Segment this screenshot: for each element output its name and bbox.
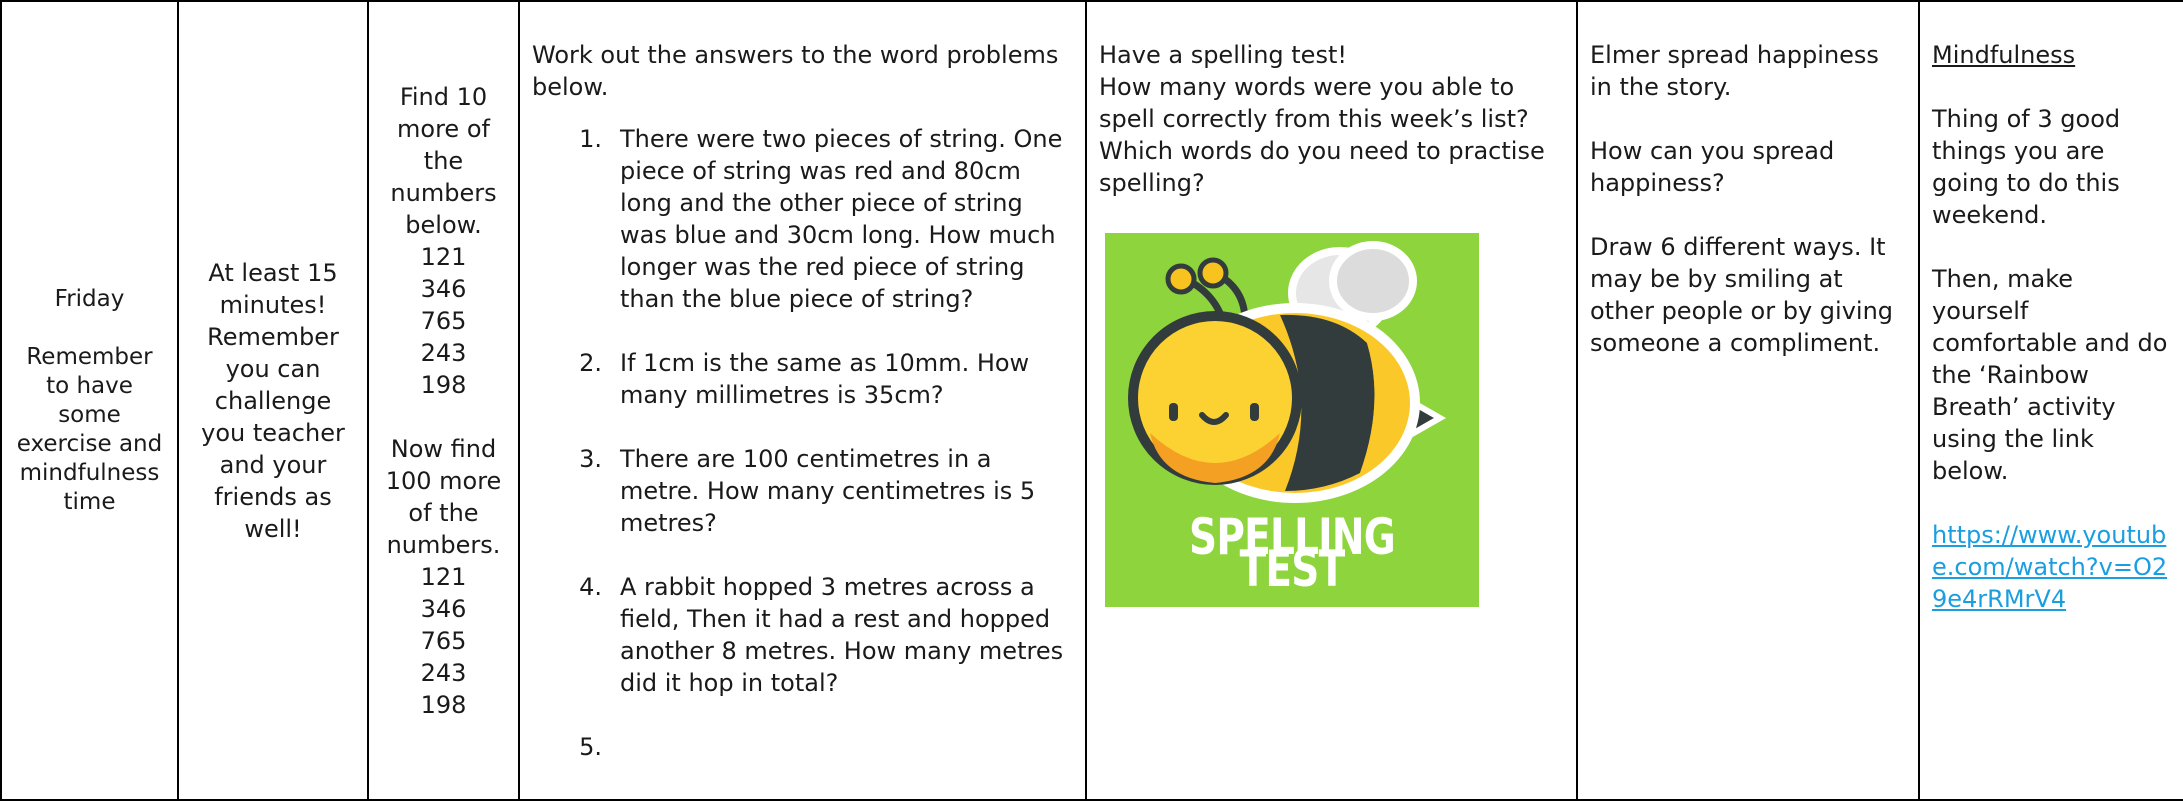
number-b-4: 243 — [420, 658, 467, 687]
numbers-intro-2: Now find 100 more of the numbers. — [385, 434, 502, 559]
word-problem — [532, 571, 1073, 699]
number-b-3: 765 — [420, 626, 467, 655]
elmer-text-1: Elmer spread happiness in the story. — [1590, 41, 1879, 101]
problem-text: There are 100 centimetres in a metre. How many centimetres is 5 metres? — [620, 445, 1036, 537]
number-a-3: 765 — [420, 306, 467, 335]
number-a-1: 121 — [420, 242, 467, 271]
problem-text: If 1cm is the same as 10mm. How many millimetres is 35cm? — [620, 349, 1030, 409]
problem-number: 1. — [579, 125, 602, 153]
elmer-question: How can you spread happiness? — [1590, 137, 1835, 197]
problem-number: 5. — [579, 733, 602, 761]
number-a-5: 198 — [420, 370, 467, 399]
numbers-cell — [368, 1, 519, 800]
maths-intro: Work out the answers to the word problems below. — [532, 41, 1059, 101]
mindfulness-cell — [1919, 1, 2183, 800]
problem-number: 4. — [579, 573, 602, 601]
spelling-test-image — [1105, 233, 1479, 607]
word-problem — [532, 123, 1073, 315]
problem-text: There were two pieces of string. One piece of string was red and 80cm long and the other piece of string was blue and 30cm long. How much longer was the red piece of string than the blue piece of string? — [620, 125, 1063, 313]
mindfulness-heading: Mindfulness — [1932, 41, 2076, 69]
word-problem — [532, 443, 1073, 539]
spelling-title: Have a spelling test! — [1099, 41, 1347, 69]
problem-number: 2. — [579, 349, 602, 377]
problem-text: A rabbit hopped 3 metres across a field, Then it had a rest and hopped another 8 metres. How many metres did it hop in total? — [620, 573, 1064, 697]
day-label: Friday — [54, 285, 125, 312]
number-b-5: 198 — [420, 690, 467, 719]
problem-number: 3. — [579, 445, 602, 473]
number-a-2: 346 — [420, 274, 467, 303]
mindfulness-text-2: Then, make yourself comfortable and do the ‘Rainbow Breath’ activity using the link below. — [1932, 265, 2168, 485]
day-reminder: Remember to have some exercise and mindfulness time — [16, 343, 163, 515]
spelling-test-caption: SPELLING TEST — [1189, 508, 1395, 598]
spelling-cell — [1086, 1, 1577, 800]
number-b-1: 121 — [420, 562, 467, 591]
elmer-activity: Draw 6 different ways. It may be by smiling at other people or by giving someone a compliment. — [1590, 233, 1894, 357]
word-problem-list — [532, 123, 1073, 763]
mindfulness-text-1: Thing of 3 good things you are going to do this weekend. — [1932, 105, 2121, 229]
number-a-4: 243 — [420, 338, 467, 367]
exercise-text: At least 15 minutes! Remember you can challenge you teacher and your friends as well! — [201, 258, 345, 543]
numbers-intro: Find 10 more of the numbers below. — [390, 82, 497, 239]
day-cell — [1, 1, 178, 800]
spelling-question: How many words were you able to spell correctly from this week’s list? Which words do you need to practise spelling? — [1099, 73, 1545, 197]
maths-cell — [519, 1, 1086, 800]
elmer-cell — [1577, 1, 1919, 800]
word-problem — [532, 731, 1073, 763]
exercise-cell — [178, 1, 368, 800]
number-b-2: 346 — [420, 594, 467, 623]
word-problem — [532, 347, 1073, 411]
rainbow-breath-link[interactable]: https://www.youtube.com/watch?v=O29e4rRMrV4 — [1932, 521, 2168, 613]
problem-text — [620, 731, 1073, 763]
